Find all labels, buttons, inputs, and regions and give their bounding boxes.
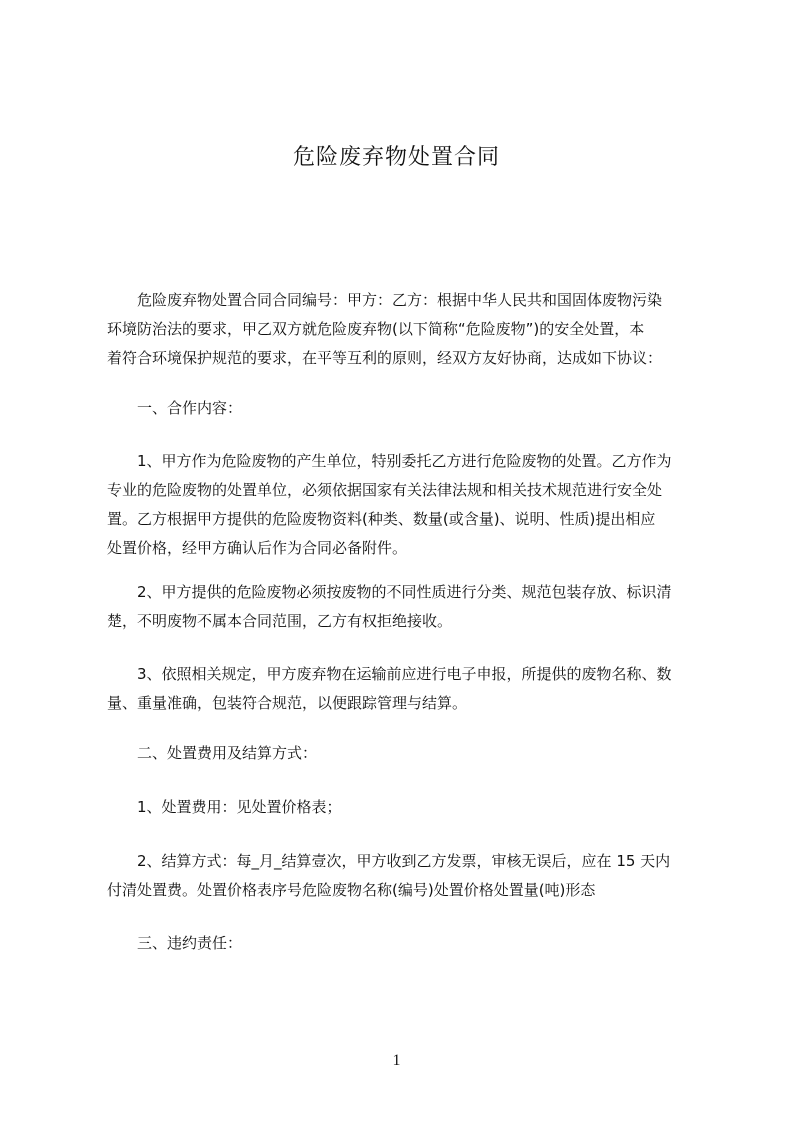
paragraph-clause-2-2	[107, 847, 707, 905]
text-line: 处置价格，经甲方确认后作为合同必备附件。	[107, 539, 408, 557]
text-line: 量、重量准确，包装符合规范，以便跟踪管理与结算。	[107, 694, 468, 712]
text-line: 2、甲方提供的危险废物必须按废物的不同性质进行分类、规范包装存放、标识清	[107, 583, 672, 601]
text-line: 付清处置费。处置价格表序号危险废物名称(编号)处置价格处置量(吨)形态	[107, 881, 596, 899]
text-line: 置。乙方根据甲方提供的危险废物资料(种类、数量(或含量)、说明、性质)提出相应	[107, 510, 656, 528]
text-line: 2、结算方式：每_月_结算壹次，甲方收到乙方发票，审核无误后，应在 15 天内	[107, 852, 671, 870]
text-line: 危险废弃物处置合同合同编号：甲方：乙方：根据中华人民共和国固体废物污染	[107, 291, 663, 309]
text-line: 楚，不明废物不属本合同范围，乙方有权拒绝接收。	[107, 612, 453, 630]
text-line: 3、依照相关规定，甲方废弃物在运输前应进行电子申报，所提供的废物名称、数	[107, 665, 672, 683]
text-line: 一、合作内容：	[107, 399, 243, 417]
text-line: 二、处置费用及结算方式：	[107, 744, 318, 762]
paragraph-clause-2-1	[107, 793, 707, 822]
text-line: 环境防治法的要求，甲乙双方就危险废弃物(以下简称“危险废物”)的安全处置，本	[107, 320, 645, 338]
paragraph-clause-1-3	[107, 660, 707, 718]
section-heading-2	[107, 739, 707, 768]
paragraph-clause-1-2	[107, 578, 707, 636]
section-heading-1	[107, 394, 707, 423]
text-line: 1、甲方作为危险废物的产生单位，特别委托乙方进行危险废物的处置。乙方作为	[107, 452, 672, 470]
document-title: 危险废弃物处置合同	[292, 145, 500, 170]
paragraph-clause-1-1	[107, 447, 707, 563]
page-number: 1	[392, 1052, 401, 1069]
text-line: 1、处置费用：见处置价格表；	[107, 798, 342, 816]
text-line: 专业的危险废物的处置单位，必须依据国家有关法律法规和相关技术规范进行安全处	[107, 481, 663, 499]
section-heading-3	[107, 929, 707, 958]
paragraph-intro	[107, 286, 707, 373]
text-line: 着符合环境保护规范的要求，在平等互利的原则，经双方友好协商，达成如下协议：	[107, 349, 663, 367]
text-line: 三、违约责任：	[107, 934, 243, 952]
